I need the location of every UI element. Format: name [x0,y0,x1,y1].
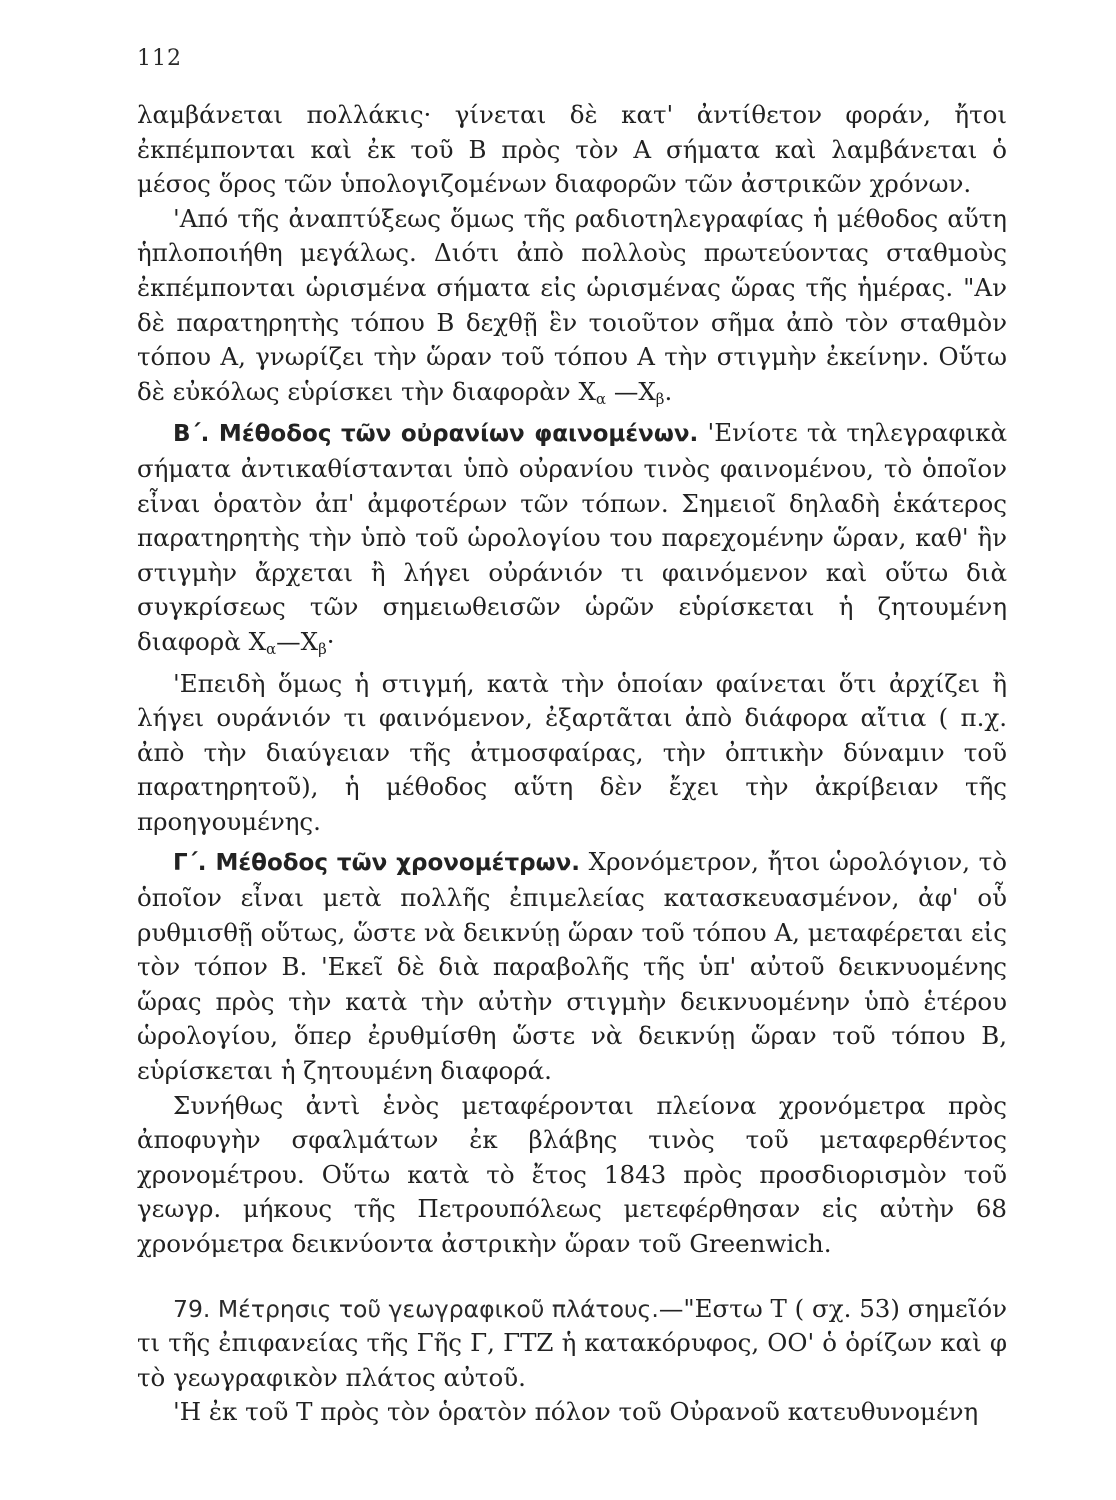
formula-x-alpha-2: $X_\alpha$ [248,626,277,658]
paragraph-6 [137,1089,1007,1262]
paragraph-2-text: 'Από τῆς ἀναπτύξεως ὅμως τῆς ραδιοτηλεγραφίας ἡ μέθοδος αὕτη ἡπλοποιήθη μεγάλως. Διότι ἀπὸ πολλοὺς πρωτεύοντας σταθμοὺς ἐκπέμπονται ὡρισμένα σήματα εἰς ὡρισμένας ὥρας τῆς ἡμέρας. "Αν δὲ παρατηρητὴς τόπου Β δεχθῇ ἓν τοιοῦτον σῆμα ἀπὸ τὸν σταθμὸν τόπου Α, γνωρίζει τὴν ὥραν τοῦ τόπου Α τὴν στιγμὴν ἐκείνην. Οὕτω δὲ εὐκόλως εὑρίσκει τὴν διαφορὰν [137,203,1007,406]
paragraph-4 [137,667,1007,840]
paragraph-7-text: —"Εστω Τ ( σχ. 53) σημεῖόν τι τῆς ἐπιφανείας τῆς Γῆς Γ, ΓΤΖ ἡ κατακόρυφος, ΟΟ' ὁ ὁρίζων καὶ φ τὸ γεωγραφικὸν πλάτος αὐτοῦ. [137,1293,1007,1392]
paragraph-5 [137,845,1007,1088]
body-text [137,98,1007,1430]
section-heading-g: Γ΄. Μέθοδος τῶν χρονομέτρων. [173,850,580,877]
paragraph-7 [137,1292,1007,1396]
paragraph-3: Β΄. Μέθοδος τῶν οὐρανίων φαινομένων. 'Ενίοτε τὰ τηλεγραφικὰ σήματα ἀντικαθίστανται ὑπὸ οὐρανίου τινὸς φαινομένου, τὸ ὁποῖον εἶναι ὁρατὸν ἀπ' ἀμφοτέρων τῶν τόπων. Σημειοῖ δηλαδὴ ἑκάτερος παρατηρητὴς τὴν ὑπὸ τοῦ ὡρολογίου του παρεχομένην ὥραν, καθ' ἣν στιγμὴν ἄρχεται ἢ λήγει οὐράνιόν τι φαινόμενον καὶ οὕτω διὰ συγκρίσεως τῶν σημειωθεισῶν ὡρῶν εὑρίσκεται ἡ ζητουμένη διαφορὰ $X_\alpha—X_\beta\cdot$ [137,418,1007,658]
paragraph-2: 'Από τῆς ἀναπτύξεως ὅμως τῆς ραδιοτηλεγραφίας ἡ μέθοδος αὕτη ἡπλοποιήθη μεγάλως. Διότι ἀπὸ πολλοὺς πρωτεύοντας σταθμοὺς ἐκπέμπονται ὡρισμένα σήματα εἰς ὡρισμένας ὥρας τῆς ἡμέρας. "Αν δὲ παρατηρητὴς τόπου Β δεχθῇ ἓν τοιοῦτον σῆμα ἀπὸ τὸν σταθμὸν τόπου Α, γνωρίζει τὴν ὥραν τοῦ τόπου Α τὴν στιγμὴν ἐκείνην. Οὕτω δὲ εὐκόλως εὑρίσκει τὴν διαφορὰν $X_\alpha$ $—X_\beta$. [137,203,1007,408]
paragraph-3-text: 'Ενίοτε τὰ τηλεγραφικὰ σήματα ἀντικαθίστανται ὑπὸ οὐρανίου τινὸς φαινομένου, τὸ ὁποῖον εἶναι ὁρατὸν ἀπ' ἀμφοτέρων τῶν τόπων. Σημειοῖ δηλαδὴ ἑκάτερος παρατηρητὴς τὴν ὑπὸ τοῦ ὡρολογίου του παρεχομένην ὥραν, καθ' ἣν στιγμὴν ἄρχεται ἢ λήγει οὐράνιόν τι φαινόμενον καὶ οὕτω διὰ συγκρίσεως τῶν σημειωθεισῶν ὡρῶν εὑρίσκεται ἡ ζητουμένη διαφορὰ [137,418,1007,656]
paragraph-1 [137,98,1007,202]
section-heading-b: Β΄. Μέθοδος τῶν οὐρανίων φαινομένων. [173,421,699,448]
section-heading-79: 79. Μέτρησις τοῦ γεωγραφικοῦ πλάτους. [173,1294,659,1323]
paragraph-4-text: 'Επειδὴ ὅμως ἡ στιγμή, κατὰ τὴν ὁποίαν φαίνεται ὅτι ἀρχίζει ἢ λήγει ουράνιόν τι φαινόμενον, ἐξαρτᾶται ἀπὸ διάφορα αἴτια ( π.χ. ἀπὸ τὴν διαύγειαν τῆς ἀτμοσφαίρας, τὴν ὀπτικὴν δύναμιν τοῦ παρατηρητοῦ), ἡ μέθοδος αὕτη δὲν ἔχει τὴν ἀκρίβειαν τῆς προηγουμένης. [137,668,1007,836]
paragraph-5-text: Χρονόμετρον, ἤτοι ὡρολόγιον, τὸ ὁποῖον εἶναι μετὰ πολλῆς ἐπιμελείας κατασκευασμένον, ἀφ' οὗ ρυθμισθῇ οὕτως, ὥστε νὰ δεικνύῃ ὥραν τοῦ τόπου Α, μεταφέρεται εἰς τὸν τόπον Β. 'Εκεῖ δὲ διὰ παραβολῆς τῆς ὑπ' αὐτοῦ δεικνυομένης ὥρας πρὸς τὴν κατὰ τὴν αὐτὴν στιγμὴν δεικνυομένην ὑπὸ ἑτέρου ὡρολογίου, ὅπερ ἐρυθμίσθη ὥστε νὰ δεικνύῃ ὥραν τοῦ τόπου Β, εὑρίσκεται ἡ ζητουμένη διαφορά. [137,847,1007,1086]
paragraph-6-text: Συνήθως ἀντὶ ἑνὸς μεταφέρονται πλείονα χρονόμετρα πρὸς ἀποφυγὴν σφαλμάτων ἐκ βλάβης τινὸς τοῦ μεταφερθέντος χρονομέτρου. Οὕτω κατὰ τὸ ἔτος 1843 πρὸς προσδιορισμὸν τοῦ γεωγρ. μήκους τῆς Πετρουπόλεως μετεφέρθησαν εἰς αὐτὴν 68 χρονόμετρα δεικνύοντα ἀστρικὴν ὥραν τοῦ Greenwich. [137,1090,1007,1258]
formula-minus-x-beta: $—X_\beta$ [606,376,665,408]
formula-x-alpha: $X_\alpha$ [578,376,607,408]
paragraph-8-text: 'Η ἐκ τοῦ Τ πρὸς τὸν ὁρατὸν πόλον τοῦ Οὐρανοῦ κατευθυνομένη [173,1397,979,1427]
page-number: 112 [137,46,182,71]
formula-minus-x-beta-2: $—X_\beta$ [276,626,327,658]
paragraph-1-text: λαμβάνεται πολλάκις· γίνεται δὲ κατ' ἀντίθετον φοράν, ἤτοι ἐκπέμπονται καὶ ἐκ τοῦ Β πρὸς τὸν Α σήματα καὶ λαμβάνεται ὁ μέσος ὅρος τῶν ὑπολογιζομένων διαφορῶν τῶν ἀστρικῶν χρόνων. [137,100,1007,199]
paragraph-8 [137,1395,1007,1430]
